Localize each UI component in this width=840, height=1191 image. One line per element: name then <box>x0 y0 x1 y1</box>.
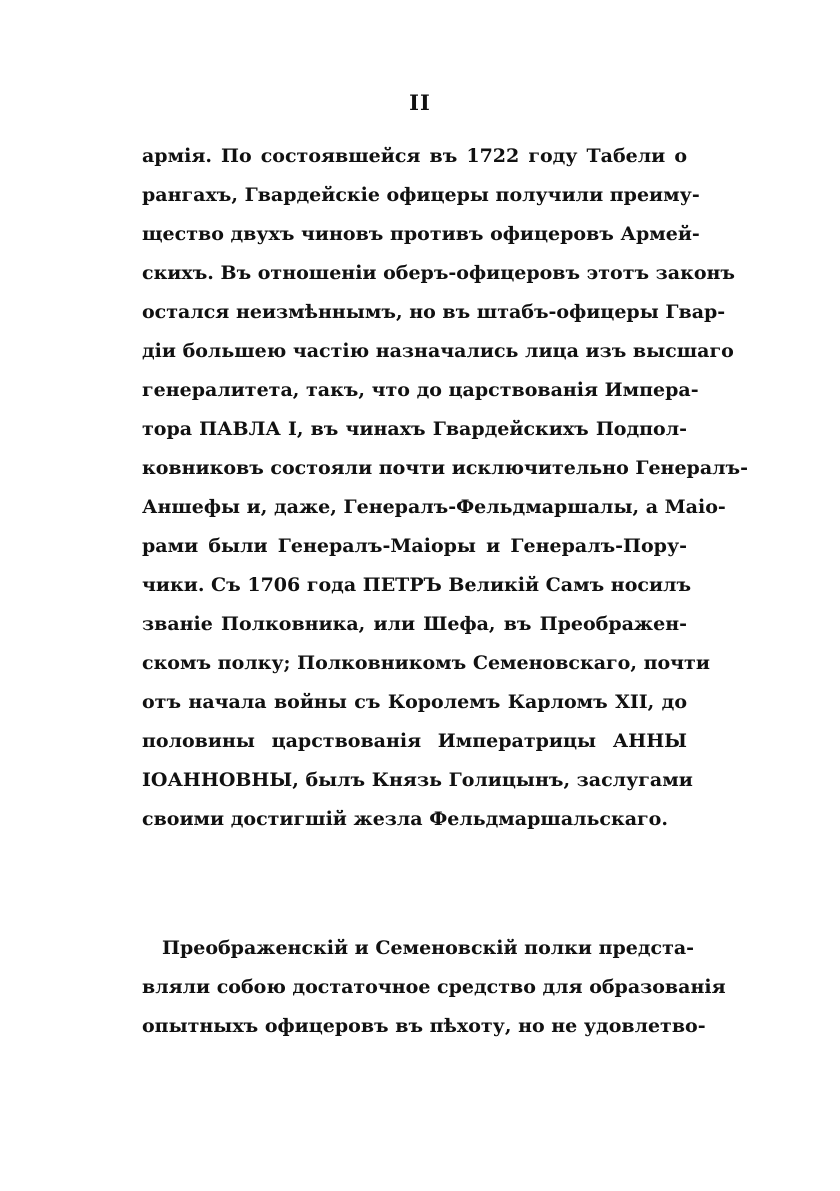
paragraph-2 <box>142 929 726 1046</box>
text-line: діи большею частію назначались лица изъ высшаго <box>142 340 734 362</box>
text-line: опытныхъ офицеровъ въ пѣхоту, но не удовлетво- <box>142 1015 706 1037</box>
text-line: щество двухъ чиновъ противъ офицеровъ Армей- <box>142 223 700 245</box>
text-line: званіе Полковника, или Шефа, въ Преображен- <box>142 613 687 635</box>
text-line: чики. Съ 1706 года ПЕТРЪ Великій Самъ носилъ <box>142 574 692 596</box>
text-line: Преображенскій и Семеновскій полки предста- <box>162 937 695 959</box>
text-line: половины царствованія Императрицы АННЫ <box>142 730 687 752</box>
text-line: вляли собою достаточное средство для образованія <box>142 976 726 998</box>
text-line: отъ начала войны съ Королемъ Карломъ XII, до <box>142 691 687 713</box>
text-line: своими достигшій жезла Фельдмаршальскаго. <box>142 808 668 830</box>
page-number: II <box>409 90 431 115</box>
text-line: скихъ. Въ отношеніи оберъ-офицеровъ этотъ законъ <box>142 262 735 284</box>
text-line: ІОАННОВНЫ, былъ Князь Голицынъ, заслугами <box>142 769 693 791</box>
text-line: рангахъ, Гвардейскіе офицеры получили преиму- <box>142 184 700 206</box>
text-line: тора ПАВЛА I, въ чинахъ Гвардейскихъ Подпол- <box>142 418 687 440</box>
text-line: скомъ полку; Полковникомъ Семеновскаго, почти <box>142 652 710 674</box>
text-line: ковниковъ состояли почти исключительно Генералъ- <box>142 457 749 479</box>
text-line: генералитета, такъ, что до царствованія Импера- <box>142 379 699 401</box>
text-line: армія. По состоявшейся въ 1722 году Табели о <box>142 145 687 167</box>
text-line: остался неизмѣннымъ, но въ штабъ-офицеры Гвар- <box>142 301 726 323</box>
paragraph-1 <box>142 137 749 839</box>
text-line: рами были Генералъ-Маіоры и Генералъ-Пору- <box>142 535 687 557</box>
text-line: Аншефы и, даже, Генералъ-Фельдмаршалы, а Маіо- <box>142 496 726 518</box>
